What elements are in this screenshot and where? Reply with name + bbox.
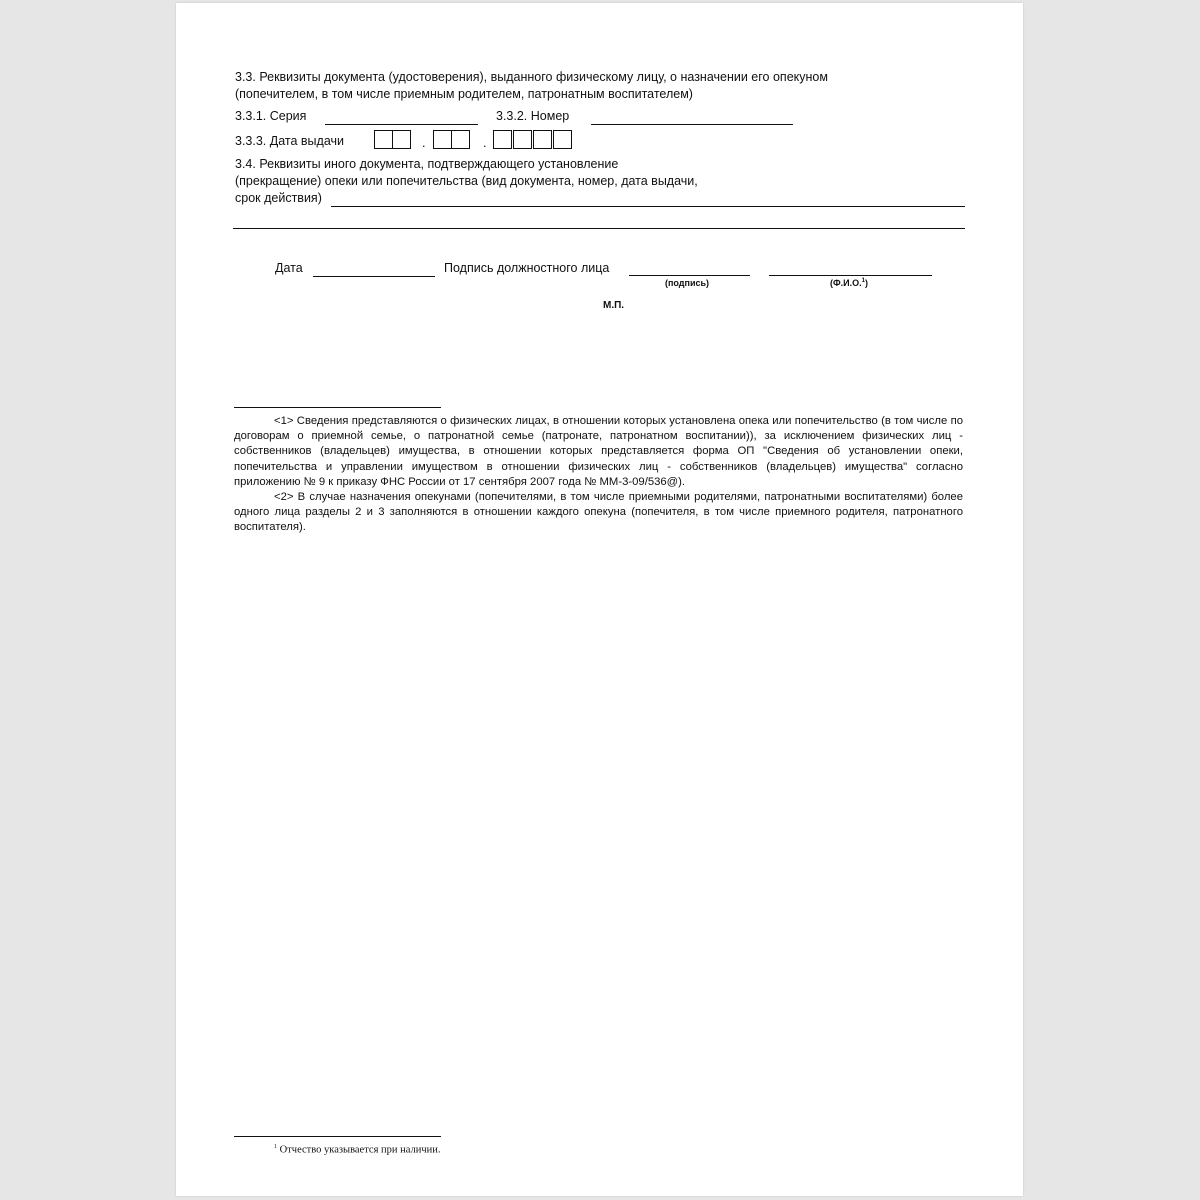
section-3-4-line3: срок действия)	[235, 191, 322, 205]
number-label: 3.3.2. Номер	[496, 109, 570, 123]
other-document-field-continuation[interactable]	[233, 228, 965, 229]
section-3-4-line2: (прекращение) опеки или попечительства (вид документа, номер, дата выдачи,	[235, 174, 698, 188]
date-digit-box[interactable]	[513, 130, 532, 149]
date-separator: .	[422, 136, 426, 150]
series-field[interactable]	[325, 124, 478, 125]
page-footnote-separator	[234, 1136, 441, 1137]
signature-caption: (подпись)	[665, 278, 710, 288]
issue-date-day-boxes[interactable]	[374, 130, 412, 149]
date-digit-box[interactable]	[451, 130, 470, 149]
fio-field[interactable]	[769, 275, 932, 276]
section-3-3-heading-line2: (попечителем, в том числе приемным родителем, патронатным воспитателем)	[235, 87, 693, 101]
date-digit-box[interactable]	[433, 130, 452, 149]
signature-field[interactable]	[629, 275, 750, 276]
date-label: Дата	[275, 261, 303, 275]
issue-date-month-boxes[interactable]	[433, 130, 471, 149]
section-3-3-heading-line1: 3.3. Реквизиты документа (удостоверения), выданного физическому лицу, о назначении его опекуном	[235, 70, 828, 84]
footnote-separator	[234, 407, 441, 408]
footnote-2: <2> В случае назначения опекунами (попечителями, в том числе приемными родителями, патронатными воспитателями) более одного лица разделы 2 и 3 заполняются в отношении каждого опекуна (попечителя, в том числе приемного родителя, патронатного воспитателя).	[234, 491, 963, 534]
date-digit-box[interactable]	[493, 130, 512, 149]
date-field[interactable]	[313, 276, 435, 277]
issue-date-year-boxes[interactable]	[493, 130, 578, 149]
series-label: 3.3.1. Серия	[235, 109, 307, 123]
fio-caption-end: )	[865, 278, 868, 288]
number-field[interactable]	[591, 124, 793, 125]
date-digit-box[interactable]	[553, 130, 572, 149]
footnote-1: <1> Сведения представляются о физических лицах, в отношении которых установлена опека или попечительство (в том числе по договорам о приемной семье, о патронатной семье (патронате, патронатном воспитании)), за исключением физических лиц - собственников (владельцев) имущества, в отношении которых представляется форма ОП "Сведения об установлении опеки, попечительства и управлении имуществом в отношении физических лиц - собственников (владельцев) имущества" согласно приложению № 9 к приказу ФНС России от 17 сентября 2007 года № ММ-3-09/536@).	[234, 415, 963, 488]
official-signature-label: Подпись должностного лица	[444, 261, 610, 275]
stamp-label: М.П.	[603, 300, 625, 311]
date-digit-box[interactable]	[392, 130, 411, 149]
date-digit-box[interactable]	[374, 130, 393, 149]
page-footnote-marker: 1	[274, 1144, 277, 1150]
section-3-4-line1: 3.4. Реквизиты иного документа, подтверждающего установление	[235, 157, 619, 171]
page-footnote-text: Отчество указывается при наличии.	[279, 1144, 441, 1156]
document-page	[176, 3, 1023, 1196]
fio-footnote-marker: 1	[861, 278, 865, 284]
other-document-field[interactable]	[331, 206, 965, 207]
fio-caption	[830, 278, 868, 288]
footnotes	[234, 414, 963, 536]
date-digit-box[interactable]	[533, 130, 552, 149]
issue-date-label: 3.3.3. Дата выдачи	[235, 134, 344, 148]
date-separator: .	[483, 136, 487, 150]
page-footnote	[274, 1144, 441, 1156]
fio-caption-text: (Ф.И.О.	[830, 278, 862, 288]
